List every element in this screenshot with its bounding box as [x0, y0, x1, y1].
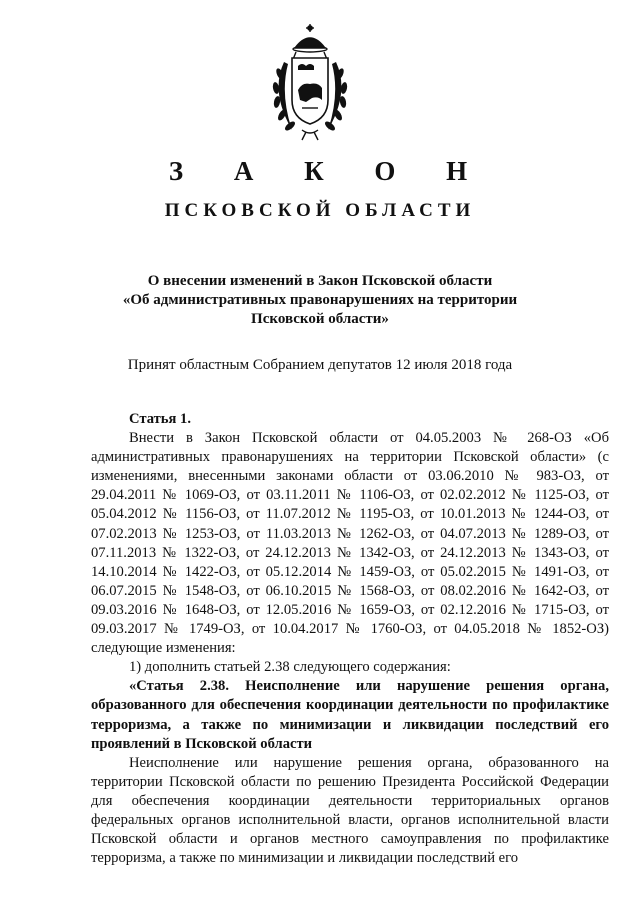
adoption-note: Принят областным Собранием депутатов 12 июля 2018 года	[127, 357, 513, 373]
law-title: З А К О Н	[168, 156, 490, 186]
subject-line-1: О внесении изменений в Закон Псковской области	[147, 273, 493, 289]
subject-line-2: «Об административных правонарушениях на территории	[122, 292, 518, 308]
pskov-coat-of-arms-icon	[262, 22, 358, 142]
law-subject	[90, 272, 550, 329]
region-title: ПСКОВСКОЙ ОБЛАСТИ	[164, 200, 476, 221]
law-body	[91, 410, 609, 868]
article-heading: Статья 1.	[129, 411, 191, 427]
new-article-title: «Статья 2.38. Неисполнение или нарушение решения органа, образованного для обеспечения координации деятельности по профилактике терроризма, а также по минимизации и ликвидации последствий его проявлений в Псковской области	[91, 678, 609, 752]
amendment-item-1: 1) дополнить статьей 2.38 следующего содержания:	[129, 659, 451, 676]
subject-line-3: Псковской области»	[251, 311, 389, 327]
article-intro: Внести в Закон Псковской области от 04.05.2003 № 268-ОЗ «Об административных правонарушениях на территории Псковской области» (с изменениями, внесенными законами области от 03.06.2010 № 983-ОЗ, от 29.04.2011 № 1069-ОЗ, от 03.11.2011 № 1106-ОЗ, от 02.02.2012 № 1125-ОЗ, от 05.04.2012 № 1156-ОЗ, от 11.07.2012 № 1195-ОЗ, от 10.01.2013 № 1244-ОЗ, от 07.02.2013 № 1253-ОЗ, от 11.03.2013 № 1262-ОЗ, от 04.07.2013 № 1289-ОЗ, от 07.11.2013 № 1322-ОЗ, от 24.12.2013 № 1342-ОЗ, от 24.12.2013 № 1343-ОЗ, от 14.10.2014 № 1422-ОЗ, от 05.12.2014 № 1459-ОЗ, от 05.02.2015 № 1491-ОЗ, от 06.07.2015 № 1548-ОЗ, от 06.10.2015 № 1568-ОЗ, от 08.02.2016 № 1642-ОЗ, от 09.03.2016 № 1648-ОЗ, от 12.05.2016 № 1659-ОЗ, от 02.12.2016 № 1715-ОЗ, от 09.03.2017 № 1749-ОЗ, от 10.04.2017 № 1760-ОЗ, от 04.05.2018 № 1852-ОЗ) следующие изменения:	[91, 430, 609, 657]
new-article-text: Неисполнение или нарушение решения органа, образованного на территории Псковской области по решению Президента Российской Федерации для обеспечения координации деятельности территориальных органов федеральных органов исполнительной власти, органов исполнительной власти Псковской области и органов местного самоуправления по профилактике терроризма, а также по минимизации и ликвидации последствий его	[91, 754, 609, 867]
